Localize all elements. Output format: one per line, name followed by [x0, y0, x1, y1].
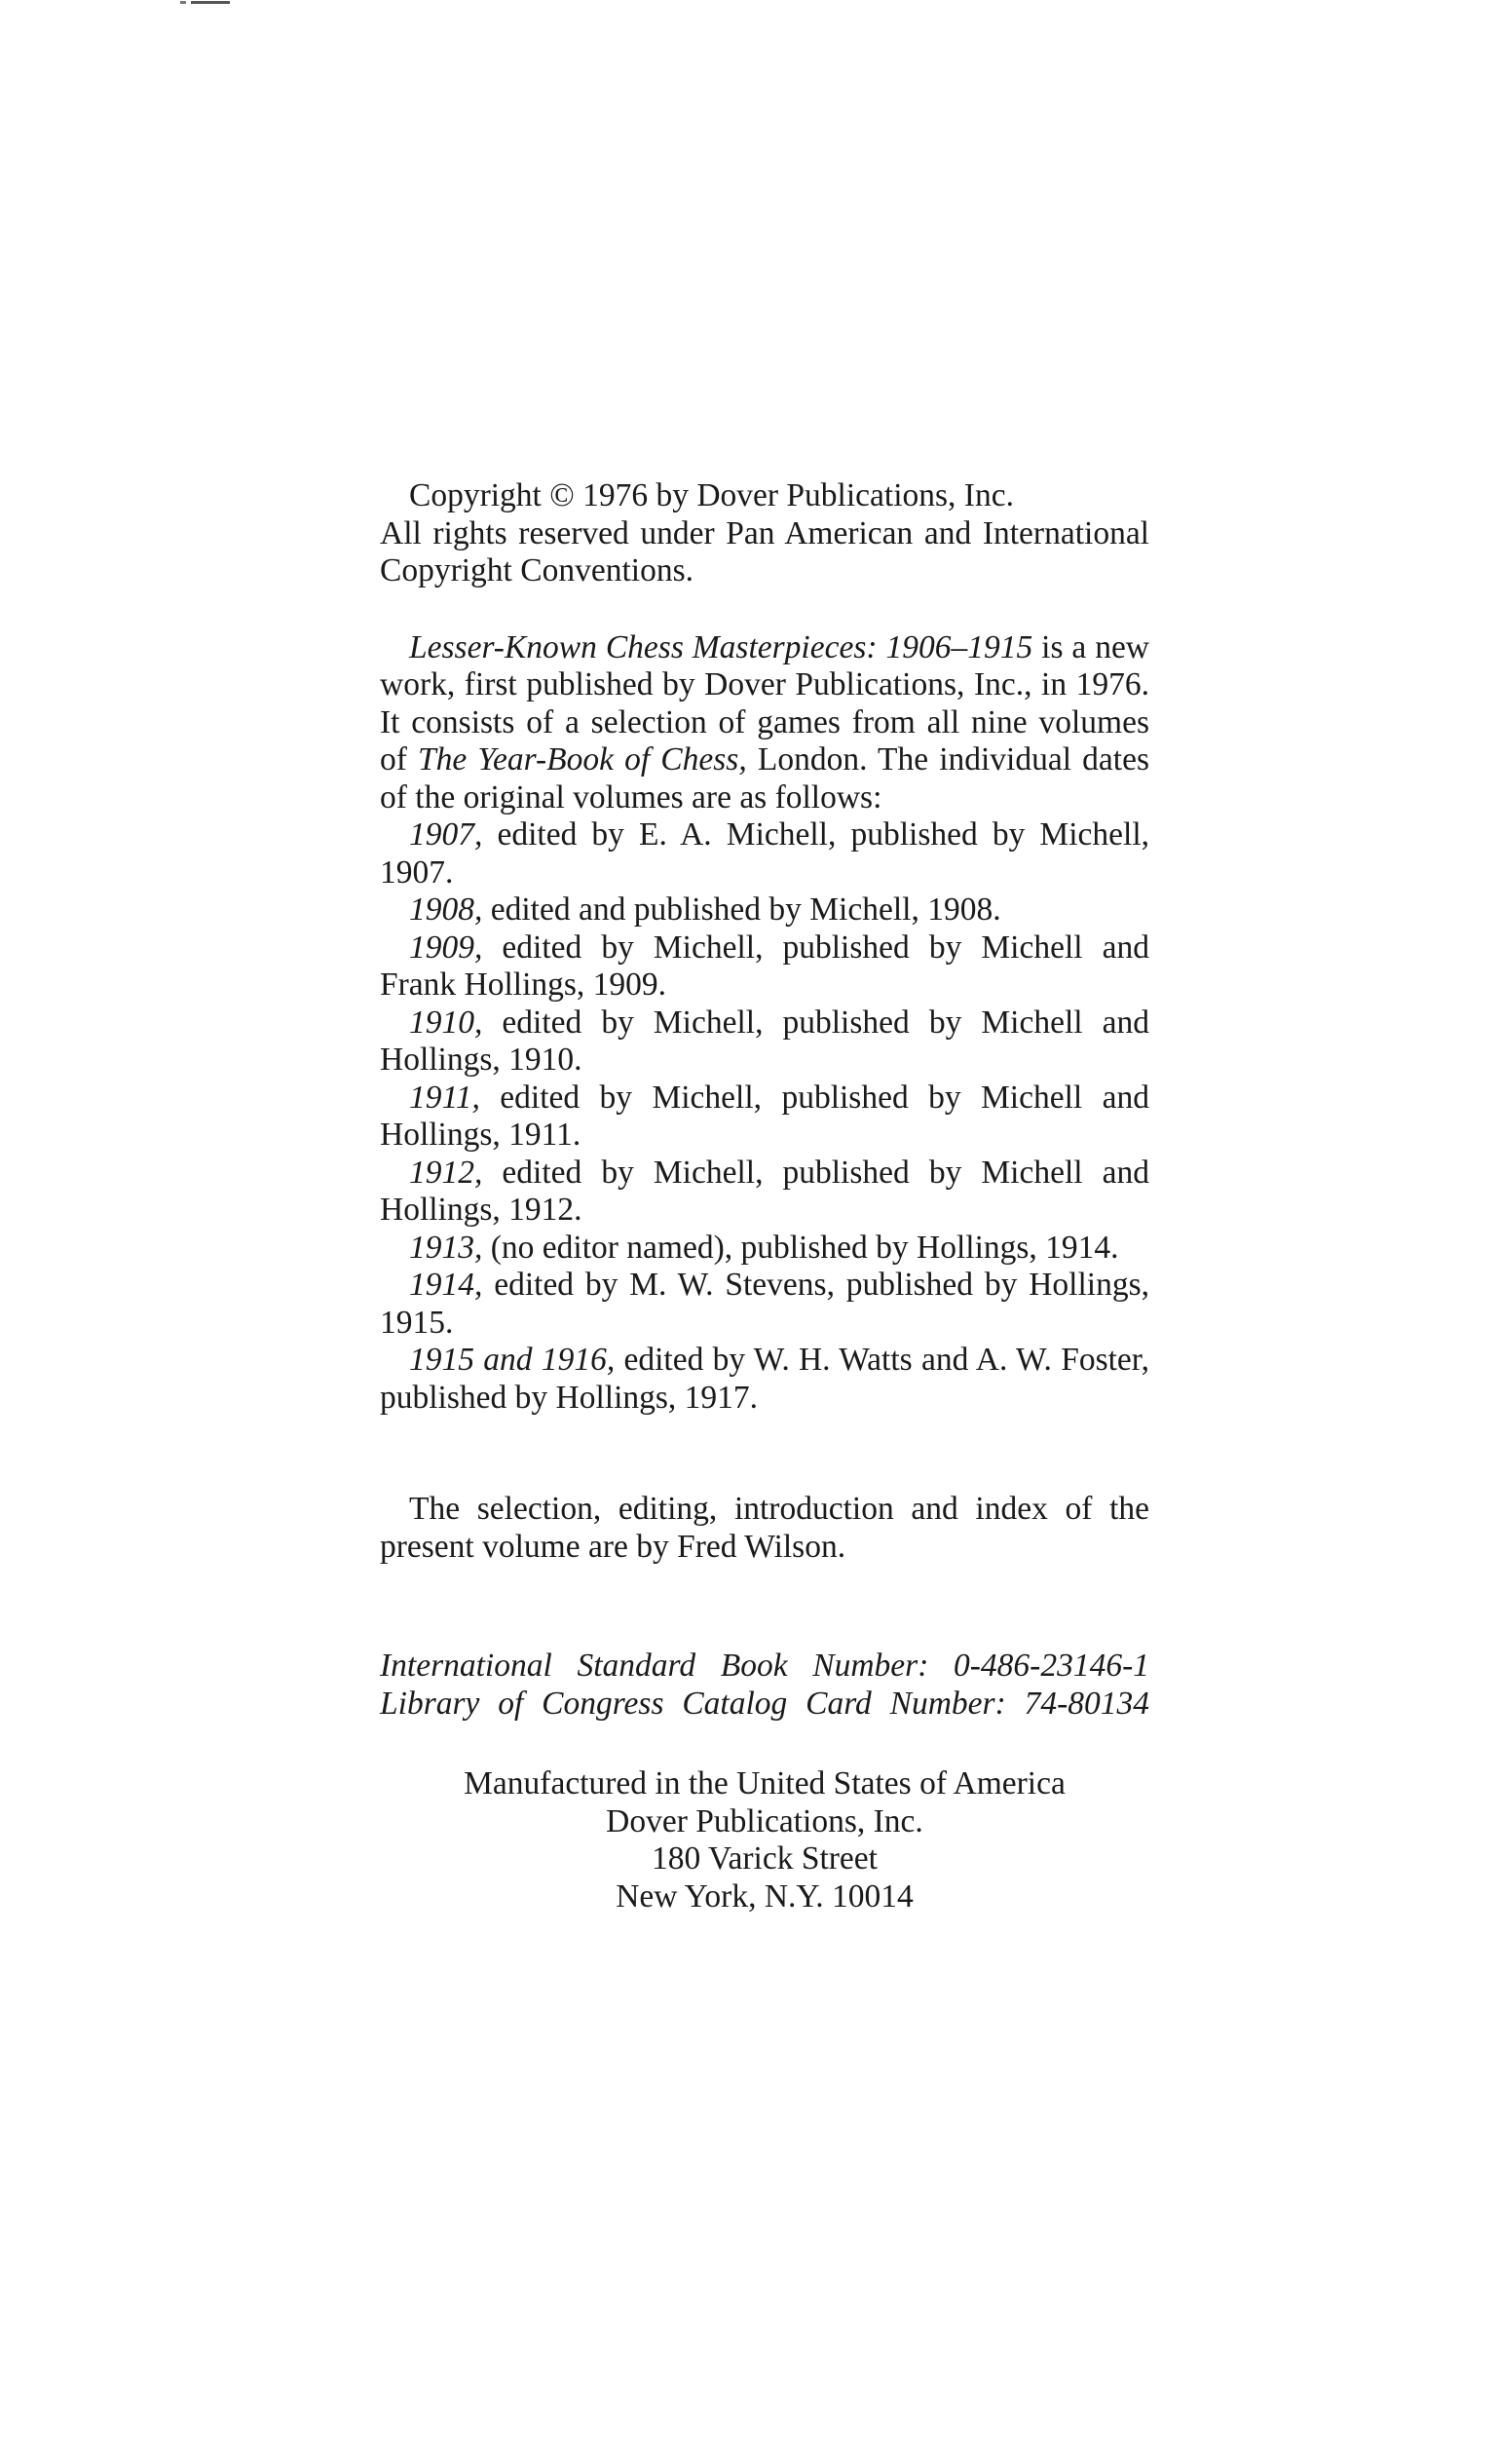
publisher-city: New York, N.Y. 10014	[616, 1877, 914, 1914]
volume-year: 1912,	[409, 1154, 483, 1191]
volume-year: 1913,	[409, 1229, 483, 1266]
volume-entry	[380, 1005, 1149, 1080]
volume-entry	[380, 1155, 1149, 1230]
book-title: Lesser-Known Chess Masterpieces: 1906–1915	[409, 628, 1033, 665]
volume-entry	[380, 1342, 1149, 1417]
volume-entry	[380, 1267, 1149, 1342]
publisher-street: 180 Varick Street	[652, 1840, 878, 1876]
scan-artifact	[191, 1, 230, 4]
volume-text: edited by Michell, published by Michell and Hollings, 1910.	[380, 1004, 1149, 1078]
yearbook-title: The Year-Book of Chess,	[418, 741, 747, 777]
publisher-name: Dover Publications, Inc.	[606, 1802, 923, 1839]
copyright-line: Copyright © 1976 by Dover Publications, Inc.	[409, 477, 1014, 513]
volume-list	[380, 816, 1149, 1417]
volume-year: 1907,	[409, 816, 483, 853]
publisher-imprint	[380, 1765, 1149, 1915]
volume-entry	[380, 891, 1149, 929]
manufactured-line: Manufactured in the United States of America	[464, 1765, 1066, 1801]
volume-text: edited and published by Michell, 1908.	[482, 891, 1001, 928]
volume-year: 1915 and 1916,	[409, 1342, 616, 1378]
scan-artifact	[180, 1, 186, 4]
volume-year: 1908,	[409, 891, 483, 928]
volume-text: (no editor named), published by Hollings, 1914.	[482, 1229, 1119, 1266]
copyright-notice	[380, 477, 1149, 590]
volume-text: edited by Michell, published by Michell and Frank Hollings, 1909.	[380, 929, 1149, 1003]
copyright-page	[380, 477, 1149, 1915]
intro-text-b: London. The individual dates of the original volumes are as follows:	[380, 741, 1150, 815]
intro-text-a: is a new work, first published by Dover Publications, Inc., in 1976. It consists of a selection of games from all nine volumes of	[380, 628, 1150, 777]
volume-text: edited by M. W. Stevens, published by Hollings, 1915.	[380, 1267, 1149, 1341]
volume-year: 1910,	[409, 1004, 483, 1041]
volume-year: 1911,	[409, 1079, 480, 1116]
rights-line: All rights reserved under Pan American and International Copyright Conventions.	[380, 514, 1149, 588]
volume-text: edited by E. A. Michell, published by Michell, 1907.	[380, 816, 1149, 891]
catalog-numbers	[380, 1648, 1149, 1723]
volume-year: 1909,	[409, 929, 483, 966]
volume-year: 1914,	[409, 1267, 483, 1303]
lccn-line: Library of Congress Catalog Card Number: 74-80134	[380, 1685, 1149, 1722]
isbn-line: International Standard Book Number: 0-486-23146-1	[380, 1648, 1149, 1684]
volume-text: edited by W. H. Watts and A. W. Foster, published by Hollings, 1917.	[380, 1342, 1149, 1416]
volume-text: edited by Michell, published by Michell and Hollings, 1911.	[380, 1079, 1149, 1153]
volume-entry	[380, 816, 1149, 891]
volume-entry	[380, 1080, 1149, 1155]
intro-paragraph	[380, 629, 1149, 817]
volume-text: edited by Michell, published by Michell and Hollings, 1912.	[380, 1154, 1149, 1228]
volume-entry	[380, 1230, 1149, 1268]
selection-credit: The selection, editing, introduction and index of the present volume are by Fred Wilson.	[380, 1491, 1149, 1565]
volume-entry	[380, 929, 1149, 1005]
